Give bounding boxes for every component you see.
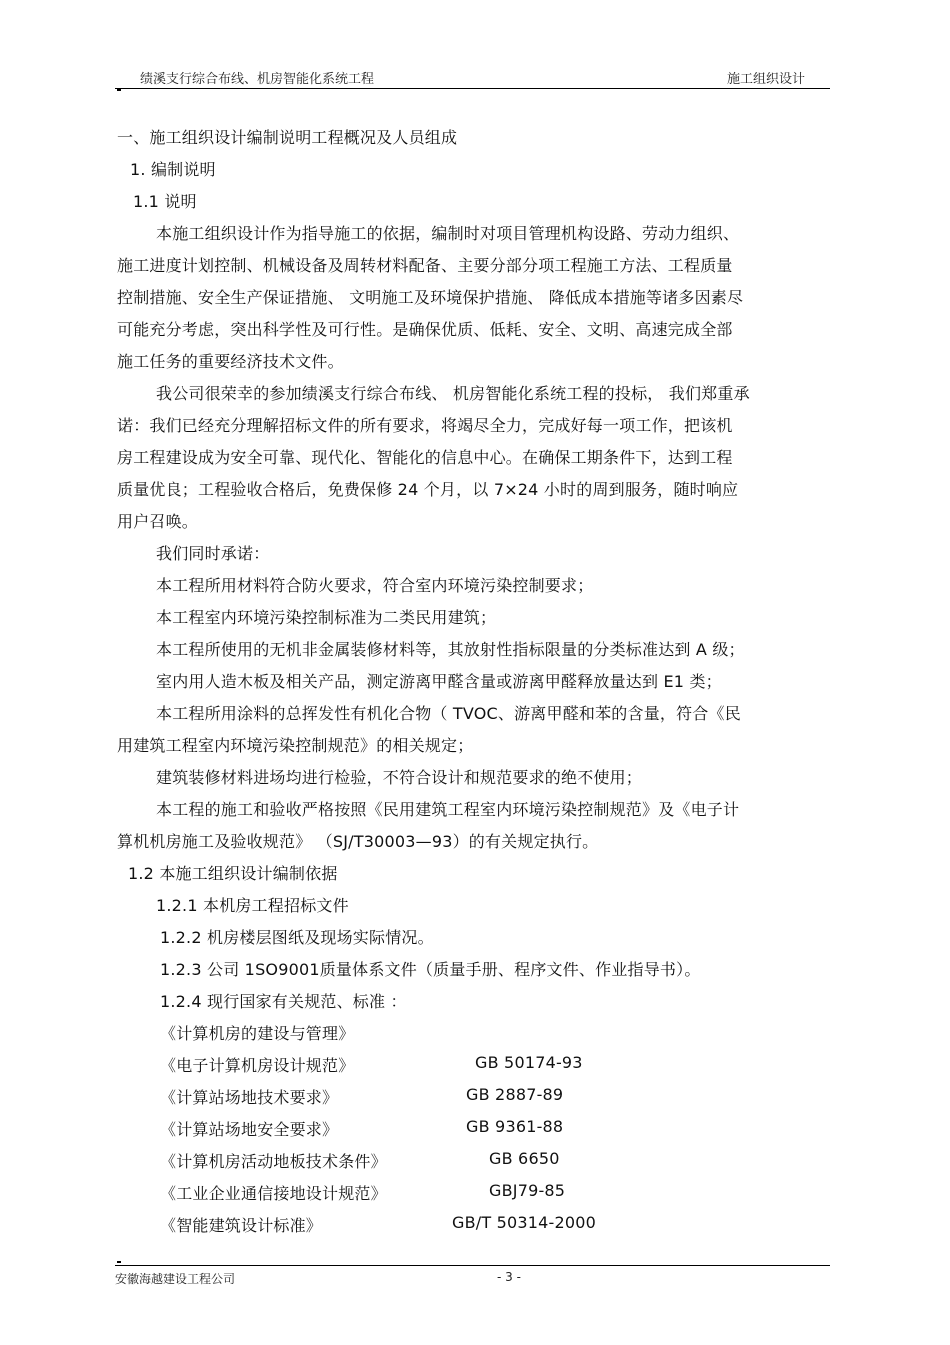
paragraph-line: 用户召唤。: [117, 512, 199, 531]
subsection-heading-1-2: 1.2 本施工组织设计编制依据: [128, 864, 338, 883]
commitment-title: 我们同时承诺：: [156, 544, 270, 563]
basis-item: 1.2.2 机房楼层图纸及现场实际情况。: [160, 928, 434, 947]
standard-name: 《智能建筑设计标准》: [160, 1216, 323, 1235]
subsection-heading: 1. 编制说明: [130, 160, 216, 179]
header-section: 施工组织设计: [727, 72, 806, 87]
paragraph-line: 施工进度计划控制、机械设备及周转材料配备、主要分部分项工程施工方法、工程质量: [117, 256, 733, 275]
section-heading: 一、施工组织设计编制说明工程概况及人员组成: [117, 128, 458, 147]
standard-name: 《计算站场地安全要求》: [160, 1120, 339, 1139]
paragraph-line: 我公司很荣幸的参加绩溪支行综合布线、 机房智能化系统工程的投标， 我们郑重承: [156, 384, 750, 403]
commitment-item: 本工程所用涂料的总挥发性有机化合物（ TVOC、游离甲醛和苯的含量，符合《民: [156, 704, 741, 723]
standard-code: GB 9361-88: [466, 1117, 564, 1136]
paragraph-line: 施工任务的重要经济技术文件。: [117, 352, 344, 371]
paragraph-line: 质量优良；工程验收合格后，免费保修 24 个月，以 7×24 小时的周到服务，随时响应: [117, 480, 739, 499]
standard-code: GB 2887-89: [466, 1085, 564, 1104]
paragraph-line: 控制措施、安全生产保证措施、 文明施工及环境保护措施、 降低成本措施等诸多因素尽: [117, 288, 744, 307]
standard-name: 《计算站场地技术要求》: [160, 1088, 339, 1107]
header-mark: [117, 89, 121, 91]
page-number: - 3 -: [497, 1270, 521, 1284]
paragraph-line: 本施工组织设计作为指导施工的依据，编制时对项目管理机构设路、劳动力组织、: [156, 224, 740, 243]
basis-item: 1.2.3 公司 1SO9001质量体系文件（质量手册、程序文件、作业指导书）。: [160, 960, 701, 979]
basis-item: 1.2.4 现行国家有关规范、标准 ：: [160, 992, 407, 1011]
standard-code: GBJ79-85: [489, 1181, 566, 1200]
commitment-item: 算机机房施工及验收规范》 （SJ/T30003—93）的有关规定执行。: [117, 832, 599, 851]
basis-item: 1.2.1 本机房工程招标文件: [156, 896, 349, 915]
footer-mark: [117, 1261, 121, 1263]
standard-code: GB 50174-93: [475, 1053, 583, 1072]
paragraph-line: 诺：我们已经充分理解招标文件的所有要求，将竭尽全力，完成好每一项工作，把该机: [117, 416, 733, 435]
commitment-item: 本工程室内环境污染控制标准为二类民用建筑；: [156, 608, 497, 627]
subsection-heading-1-1: 1.1 说明: [133, 192, 197, 211]
header-rule: [115, 88, 830, 89]
header-title: 绩溪支行综合布线、机房智能化系统工程: [140, 72, 375, 87]
standard-code: GB 6650: [489, 1149, 560, 1168]
paragraph-line: 可能充分考虑，突出科学性及可行性。是确保优质、低耗、安全、文明、高速完成全部: [117, 320, 733, 339]
footer-company: 安徽海越建设工程公司: [115, 1272, 236, 1286]
commitment-item: 本工程的施工和验收严格按照《民用建筑工程室内环境污染控制规范》及《电子计: [156, 800, 740, 819]
commitment-item: 室内用人造木板及相关产品，测定游离甲醛含量或游离甲醛释放量达到 E1 类；: [156, 672, 722, 691]
standard-name: 《计算机房活动地板技术条件》: [160, 1152, 387, 1171]
commitment-item: 用建筑工程室内环境污染控制规范》的相关规定；: [117, 736, 474, 755]
standard-name: 《工业企业通信接地设计规范》: [160, 1184, 387, 1203]
standard-name: 《计算机房的建设与管理》: [160, 1024, 355, 1043]
paragraph-line: 房工程建设成为安全可靠、现代化、智能化的信息中心。在确保工期条件下，达到工程: [117, 448, 733, 467]
commitment-item: 建筑装修材料进场均进行检验，不符合设计和规范要求的绝不使用；: [156, 768, 643, 787]
standard-code: GB/T 50314-2000: [452, 1213, 597, 1232]
footer-rule: [115, 1265, 830, 1266]
commitment-item: 本工程所使用的无机非金属装修材料等，其放射性指标限量的分类标准达到 A 级；: [156, 640, 745, 659]
commitment-item: 本工程所用材料符合防火要求，符合室内环境污染控制要求；: [156, 576, 594, 595]
standard-name: 《电子计算机房设计规范》: [160, 1056, 355, 1075]
